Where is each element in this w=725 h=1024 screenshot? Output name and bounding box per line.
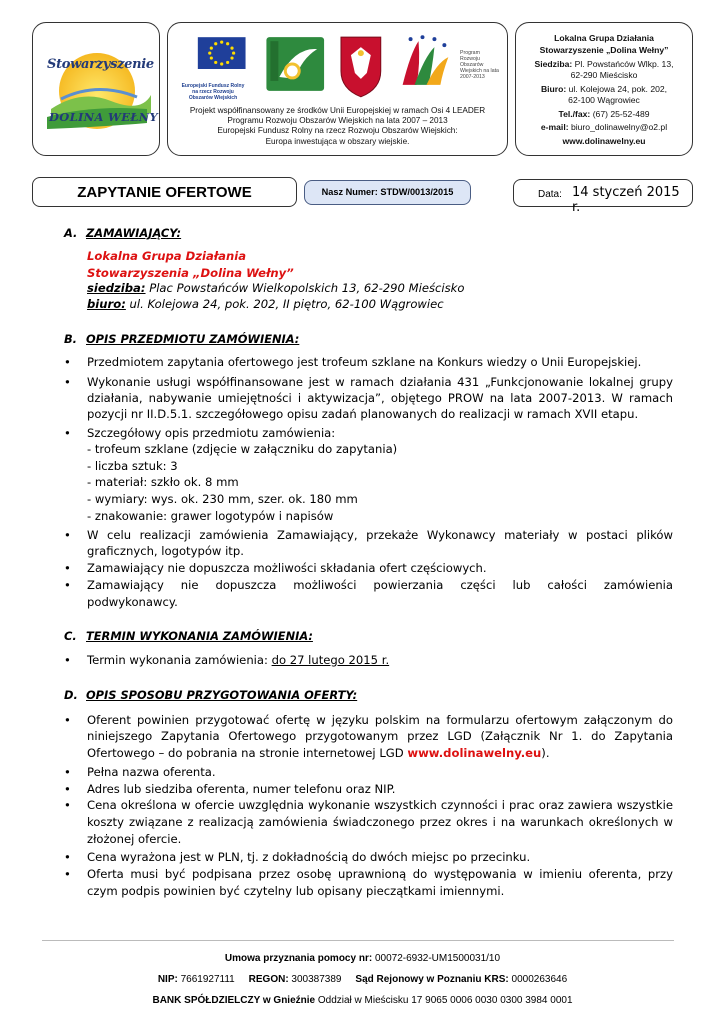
ordering-party-seat: siedziba: Plac Powstańców Wielkopolskich 13, 62-290 Mieścisko <box>87 281 465 295</box>
document-title-box <box>32 177 297 207</box>
bullet-icon: • <box>64 782 71 796</box>
contact-org-line-1: Lokalna Grupa Działania <box>554 33 654 43</box>
bullet-icon: • <box>64 653 71 667</box>
section-b-item-2-line-3: pozycji nr II.D.5.1. szczegółowego opisu zadań planowanych do realizacji w ramach XVII etapu. <box>87 407 639 421</box>
section-d-item-1-line-2: niniejszego Zapytania Ofertowego przygotowanym przez LGD (Załącznik Nr 1. do Zapytania <box>87 729 673 743</box>
bullet-icon: • <box>64 426 71 440</box>
footer-divider <box>42 940 674 941</box>
contact-office: Biuro: ul. Kolejowa 24, pok. 202, <box>540 84 668 94</box>
prow-label: Program Rozwoju Obszarów Wiejskich na lata 2007-2013 <box>460 50 499 80</box>
contact-seat: Siedziba: Pl. Powstańców Wlkp. 13, <box>534 59 674 69</box>
section-d-item-3: Adres lub siedziba oferenta, numer telefonu oraz NIP. <box>87 782 396 796</box>
ordering-party-office: biuro: ul. Kolejowa 24, pok. 202, II piętro, 62-100 Wągrowiec <box>87 297 444 311</box>
contact-org-line-2: Stowarzyszenie „Dolina Wełny” <box>539 45 669 55</box>
section-b-item-2-line-2: działania, nabywanie umiejętności i aktywizacja”, objętego PROW na lata 2007-2013. W ramach <box>87 391 673 405</box>
spec-item-2: - liczba sztuk: 3 <box>87 459 178 473</box>
website-link[interactable]: www.dolinawelny.eu <box>407 746 542 760</box>
footer-agreement: Umowa przyznania pomocy nr: 00072-6932-UM1500031/10 <box>224 953 501 964</box>
eu-fund-label: Europejski Fundusz Rolny na rzecz Rozwoju Obszarów Wiejskich <box>181 83 245 101</box>
cofinancing-line-3: Europejski Fundusz Rolny na rzecz Rozwoju Obszarów Wiejskich: <box>217 126 458 136</box>
footer-bank: BANK SPÓŁDZIELCZY w Gnieźnie Oddział w Mieścisku 17 9065 0006 0030 0300 3984 0001 <box>152 995 573 1006</box>
cofinancing-line-1: Projekt współfinansowany ze środków Unii Europejskiej w ramach Osi 4 LEADER <box>189 106 486 115</box>
cofinancing-line-2: Programu Rozwoju Obszarów Wiejskich na lata 2007 – 2013 <box>227 116 448 126</box>
bullet-icon: • <box>64 713 71 727</box>
date-value: 14 styczeń 2015 r. <box>572 185 680 215</box>
bullet-icon: • <box>64 355 71 369</box>
reference-number: Nasz Numer: STDW/0013/2015 <box>321 187 454 197</box>
spec-item-3: - materiał: szkło ok. 8 mm <box>87 475 239 489</box>
section-d-item-4-line-1: Cena określona w ofercie uwzględnia wykonanie wszystkich czynności i prac oraz zawiera wszystkie <box>87 798 673 812</box>
logo-text-top: Stowarzyszenie <box>47 57 154 72</box>
bullet-icon: • <box>64 561 71 575</box>
section-c-heading: C. TERMIN WYKONANIA ZAMÓWIENIA: <box>64 629 313 643</box>
contact-www-link[interactable]: www.dolinawelny.eu <box>562 136 646 146</box>
bullet-icon: • <box>64 375 71 389</box>
section-b-item-1: Przedmiotem zapytania ofertowego jest trofeum szklane na Konkurs wiedzy o Unii Europejskiej. <box>87 355 642 369</box>
cofinancing-box <box>167 22 508 156</box>
section-d-item-4-line-2: koszty związane z realizacją zamówienia świadczonego przez okres i na warunkach określonych w <box>87 815 673 829</box>
section-d-item-4-line-3: złożonej ofercie. <box>87 832 182 846</box>
section-d-heading: D. OPIS SPOSOBU PRZYGOTOWANIA OFERTY: <box>64 688 358 702</box>
date-box <box>513 179 693 215</box>
section-d-item-1-line-3: Ofertowego – do pobrania na stronie internetowej LGD www.dolinawelny.eu). <box>87 746 550 760</box>
prow-logo-icon <box>403 35 449 85</box>
contact-seat-city: 62-290 Mieścisko <box>570 70 638 80</box>
contact-email[interactable]: e-mail: biuro_dolinawelny@o2.pl <box>540 122 668 132</box>
spec-item-4: - wymiary: wys. ok. 230 mm, szer. ok. 180 mm <box>87 492 358 506</box>
section-b-item-6-line-2: podwykonawcy. <box>87 595 178 609</box>
section-a-heading: A. ZAMAWIAJĄCY: <box>64 226 182 240</box>
section-d-item-6-line-1: Oferta musi być podpisana przez osobę uprawnioną do występowania w imieniu oferenta, przy <box>87 867 673 881</box>
bullet-icon: • <box>64 528 71 542</box>
section-b-item-3: Szczegółowy opis przedmiotu zamówienia: <box>87 426 336 440</box>
date-label: Data: <box>538 189 562 200</box>
document-title: ZAPYTANIE OFERTOWE <box>77 184 252 201</box>
eu-flag-icon <box>198 37 246 69</box>
spec-item-1: - trofeum szklane (zdjęcie w załączniku do zapytania) <box>87 442 398 456</box>
bullet-icon: • <box>64 765 71 779</box>
section-d-item-6-line-2: czym podpis powinien być czytelny lub opisany pieczątkami imiennymi. <box>87 884 505 898</box>
bullet-icon: • <box>64 867 71 881</box>
contact-phone: Tel./fax: (67) 25-52-489 <box>558 109 650 119</box>
coat-of-arms-icon <box>341 37 381 97</box>
contact-office-city: 62-100 Wągrowiec <box>568 95 640 105</box>
contact-box <box>515 22 693 156</box>
spec-item-5: - znakowanie: grawer logotypów i napisów <box>87 509 334 523</box>
section-c-item-1: Termin wykonania zamówienia: do 27 lutego 2015 r. <box>87 653 390 667</box>
section-b-item-4-line-2: graficznych, logotypów itp. <box>87 544 244 558</box>
bullet-icon: • <box>64 578 71 592</box>
ordering-party-name-1: Lokalna Grupa Działania <box>87 249 247 263</box>
section-d-item-2: Pełna nazwa oferenta. <box>87 765 216 779</box>
section-b-item-5: Zamawiający nie dopuszcza możliwości składania ofert częściowych. <box>87 561 487 575</box>
dolina-welny-logo-icon <box>41 31 153 149</box>
section-b-item-6-line-1: Zamawiający nie dopuszcza możliwości powierzania części lub całości zamówienia <box>87 578 673 592</box>
section-b-item-4-line-1: W celu realizacji zamówienia Zamawiający, przekaże Wykonawcy materiały w postaci plików <box>87 528 673 542</box>
leader-logo-icon <box>266 37 324 91</box>
logo-text-bottom: DOLINA WEŁNY <box>49 110 159 124</box>
cofinancing-line-4: Europa inwestująca w obszary wiejskie. <box>265 136 410 146</box>
bullet-icon: • <box>64 850 71 864</box>
ordering-party-name-2: Stowarzyszenia „Dolina Wełny” <box>87 266 294 280</box>
section-d-item-5: Cena wyrażona jest w PLN, tj. z dokładnością do dwóch miejsc po przecinku. <box>87 850 531 864</box>
footer-registry: NIP: 7661927111 REGON: 300387389 Sąd Rejonowy w Poznaniu KRS: 0000263646 <box>157 974 568 985</box>
bullet-icon: • <box>64 798 71 812</box>
section-b-item-2-line-1: Wykonanie usługi współfinansowane jest w ramach działania 431 „Funkcjonowanie lokalnej grupy <box>87 375 673 389</box>
section-b-heading: B. OPIS PRZEDMIOTU ZAMÓWIENIA: <box>64 332 300 346</box>
cofinancing-text <box>168 106 507 147</box>
logo-box <box>32 22 160 156</box>
reference-number-box <box>304 180 471 205</box>
section-d-item-1-line-1: Oferent powinien przygotować ofertę w języku polskim na formularzu ofertowym załączonym do <box>87 713 673 727</box>
